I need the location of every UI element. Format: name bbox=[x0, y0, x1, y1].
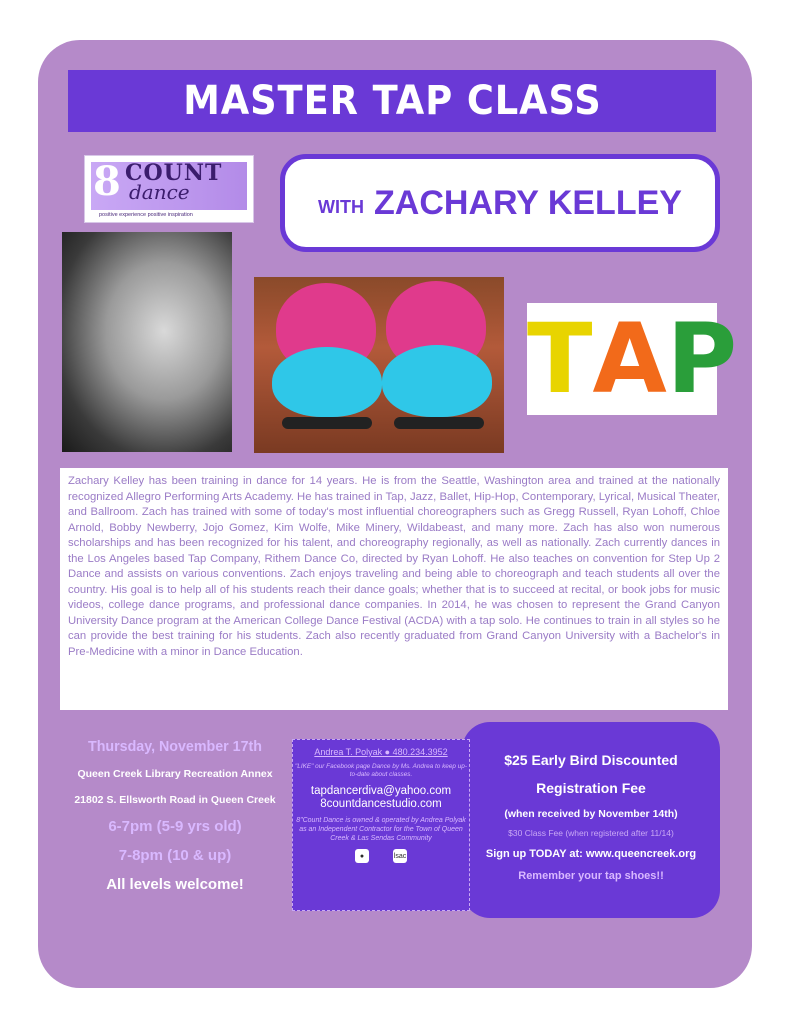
logo-dance: dance bbox=[129, 180, 190, 204]
shoe-left-sole bbox=[282, 417, 372, 429]
logo-eight: 8 bbox=[93, 158, 121, 205]
contact-website[interactable]: 8countdancestudio.com bbox=[320, 798, 442, 810]
event-venue: Queen Creek Library Recreation Annex bbox=[77, 768, 273, 780]
tap-letter-a: A bbox=[592, 303, 667, 415]
instructor-box bbox=[280, 154, 720, 252]
contact-facebook-note: "LIKE" our Facebook page Dance by Ms. Andrea to keep up-to-date about classes. bbox=[295, 763, 467, 778]
fee-class: $30 Class Fee (when registered after 11/14) bbox=[508, 828, 674, 838]
instructor-photo bbox=[62, 232, 232, 452]
event-levels: All levels welcome! bbox=[106, 876, 244, 893]
logo-count: COUNT bbox=[125, 160, 223, 186]
fee-signup: Sign up TODAY at: www.queencreek.org bbox=[485, 848, 697, 860]
fee-reminder: Remember your tap shoes!! bbox=[518, 870, 664, 882]
event-details bbox=[66, 728, 284, 918]
with-label: WITH bbox=[318, 196, 365, 217]
contact-name-phone[interactable]: Andrea T. Polyak ● 480.234.3952 bbox=[314, 747, 448, 757]
tap-letter-p: P bbox=[666, 303, 738, 415]
contact-email[interactable]: tapdancerdiva@yahoo.com bbox=[310, 785, 452, 797]
fee-deadline: (when received by November 14th) bbox=[504, 808, 678, 820]
fee-panel bbox=[462, 722, 720, 918]
fee-registration: Registration Fee bbox=[536, 780, 646, 796]
event-address: 21802 S. Ellsworth Road in Queen Creek bbox=[74, 794, 276, 806]
event-time-2: 7-8pm (10 & up) bbox=[118, 847, 232, 864]
logo bbox=[84, 155, 254, 223]
tap-lettering bbox=[527, 303, 738, 415]
event-date: Thursday, November 17th bbox=[88, 738, 262, 755]
fee-early-bird: $25 Early Bird Discounted bbox=[504, 752, 678, 768]
event-time-1: 6-7pm (5-9 yrs old) bbox=[108, 818, 242, 835]
town-seal-icon: ● bbox=[355, 849, 369, 863]
shoe-right-sole bbox=[394, 417, 484, 429]
contact-icons bbox=[293, 849, 469, 863]
logo-tagline: positive experience positive inspiration bbox=[99, 212, 193, 218]
shoe-right-toe bbox=[382, 345, 492, 417]
page-title: MASTER TAP CLASS bbox=[182, 78, 602, 124]
bio-section bbox=[60, 468, 728, 710]
title-banner bbox=[68, 70, 716, 132]
community-logo-icon: lsac bbox=[393, 849, 407, 863]
shoe-left-toe bbox=[272, 347, 382, 417]
instructor-name: ZACHARY KELLEY bbox=[374, 183, 682, 222]
contact-ownership-note: 8"Count Dance is owned & operated by Andrea Polyak as an Independent Contractor for the Town of Queen Creek & Las Sendas Community bbox=[296, 817, 466, 842]
contact-box bbox=[292, 739, 470, 911]
tap-letter-t: T bbox=[527, 303, 593, 415]
bio-text: Zachary Kelley has been training in dance for 14 years. He is from the Seattle, Washington area and trained at the nationally recognized Allegro Performing Arts Academy. He has trained in Tap, Jazz, Ballet, Hip-Hop, Contemporary, Lyrical, Musical Theater, and Ballroom. Zach has trained with some of today's most influential choreographers such as Gregg Russell, Ryan Lohoff, Chloe Arnold, Bobby Newberry, Jojo Gomez, Kim Wolfe, Mike Minery, Wildabeast, and many more. Zach has also won numerous scholarships and has been recognized for his talent, and choreography regionally, as well as nationally. Zach currently dances in the Los Angeles based Tap Company, Rithem Dance Co, directed by Ryan Lohoff. He also teaches on convention for Step Up 2 Dance and assists on various conventions. Zach enjoys traveling and being able to choreograph and teach students all over the country. His goal is to help all of his students reach their dance goals; whether that is to succeed at recital, or book jobs for music videos, college dance programs, and professional dance companies. In 2014, he was chosen to represent the Grand Canyon University Dance program at the American College Dance Festival (ACDA) with a tap solo. He continues to train in all styles so he can provide the best training for his students. Zach also recently graduated from Grand Canyon University with a Bachelor's in Pre-Medicine with a minor in Dance Education. bbox=[68, 475, 720, 658]
tap-shoes-photo bbox=[254, 277, 504, 453]
